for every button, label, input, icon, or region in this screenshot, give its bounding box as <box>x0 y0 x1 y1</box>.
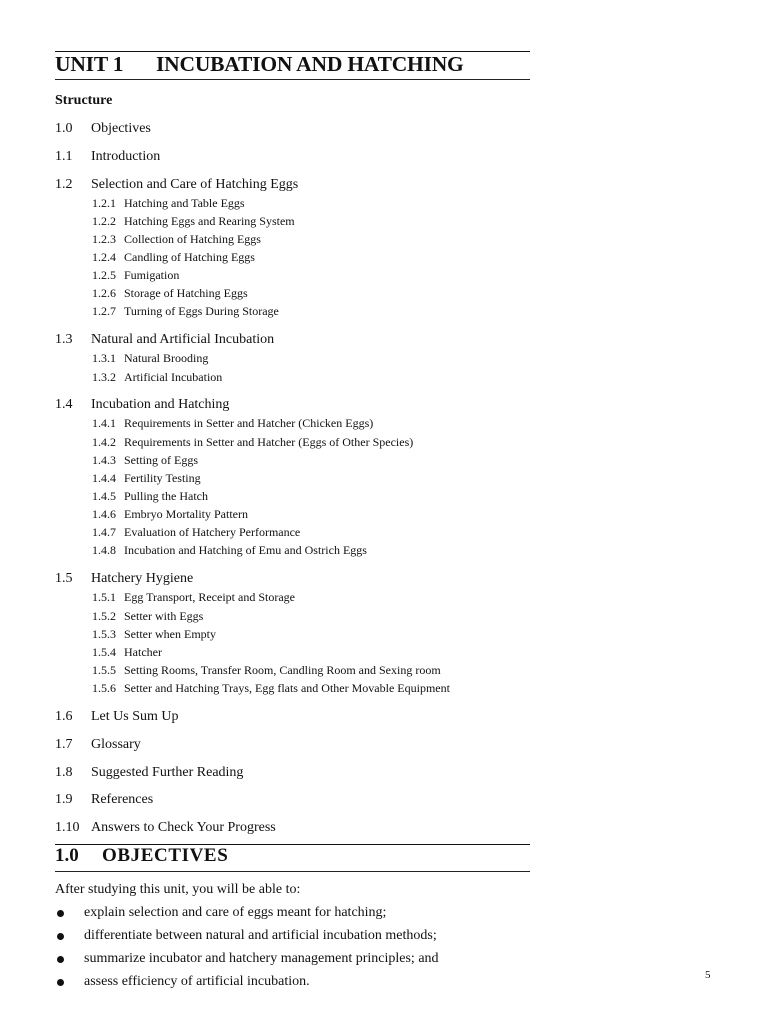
unit-title-underline <box>55 79 530 80</box>
toc-subsection-title: Artificial Incubation <box>124 369 223 384</box>
toc-subsection-number: 1.2.3 <box>92 231 116 246</box>
toc-subsection <box>55 453 525 471</box>
toc-section <box>55 763 525 783</box>
toc-subsection <box>55 370 525 388</box>
toc-subsection <box>55 627 525 645</box>
toc-section-title: Objectives <box>91 121 151 136</box>
toc-subsection <box>55 196 525 214</box>
toc-subsection <box>55 416 525 434</box>
toc-section <box>55 147 525 167</box>
toc-subsection <box>55 609 525 627</box>
toc-subsection-title: Egg Transport, Receipt and Storage <box>124 590 295 605</box>
toc-subsection <box>55 304 525 322</box>
toc-subsection-number: 1.2.2 <box>92 213 116 228</box>
toc-subsection <box>55 435 525 453</box>
toc-subsection-number: 1.4.1 <box>92 416 116 431</box>
objective-text: assess efficiency of artificial incubation. <box>84 974 310 989</box>
toc-subsection <box>55 507 525 525</box>
toc-subsection-title: Turning of Eggs During Storage <box>124 304 279 319</box>
toc-subsection <box>55 525 525 543</box>
toc-section-number: 1.4 <box>55 397 73 413</box>
toc-subsection-title: Evaluation of Hatchery Performance <box>124 525 301 540</box>
toc-subsection-number: 1.4.6 <box>92 507 116 522</box>
toc-section <box>55 818 525 838</box>
objectives-title: OBJECTIVES <box>102 845 229 866</box>
toc-subsection-number: 1.2.7 <box>92 304 116 319</box>
toc-subsection-title: Natural Brooding <box>124 351 209 366</box>
toc-subsection-title: Setting of Eggs <box>124 452 198 467</box>
toc-subsection-number: 1.5.6 <box>92 681 116 696</box>
objectives-underline <box>55 871 530 872</box>
toc-subsection-title: Storage of Hatching Eggs <box>124 286 248 301</box>
toc-subsection-number: 1.5.3 <box>92 626 116 641</box>
toc-subsection-number: 1.4.3 <box>92 452 116 467</box>
toc-subsection-title: Candling of Hatching Eggs <box>124 250 255 265</box>
toc-section-title: References <box>91 792 154 808</box>
toc-section <box>55 175 525 195</box>
toc-subsection-list <box>55 415 525 561</box>
toc-subsection-number: 1.4.2 <box>92 434 116 449</box>
toc-subsection-number: 1.2.5 <box>92 268 116 283</box>
toc-section-number: 1.7 <box>55 736 73 752</box>
toc-subsection-list <box>55 589 525 699</box>
toc-section-number: 1.9 <box>55 792 73 808</box>
toc-section-title: Let Us Sum Up <box>91 709 179 725</box>
toc-subsection-title: Requirements in Setter and Hatcher (Chicken Eggs) <box>124 416 374 431</box>
objectives-heading <box>55 845 229 867</box>
toc-subsection-title: Fumigation <box>124 268 180 283</box>
toc-subsection-number: 1.5.2 <box>92 608 116 623</box>
table-of-contents <box>55 119 525 838</box>
bullet-icon <box>57 910 64 917</box>
toc-section-number: 1.2 <box>55 176 73 192</box>
toc-section <box>55 790 525 810</box>
toc-subsection-title: Pulling the Hatch <box>124 489 208 504</box>
objective-text: explain selection and care of eggs meant for hatching; <box>84 905 387 920</box>
toc-section-title: Suggested Further Reading <box>91 764 244 780</box>
toc-section <box>55 735 525 755</box>
toc-section-number: 1.8 <box>55 764 73 780</box>
page-number: 5 <box>705 969 711 981</box>
objective-text: summarize incubator and hatchery management principles; and <box>84 951 439 966</box>
toc-section-number: 1.1 <box>55 148 73 164</box>
toc-section <box>55 119 525 139</box>
toc-section-title: Hatchery Hygiene <box>91 571 194 587</box>
toc-subsection-title: Embryo Mortality Pattern <box>124 507 248 522</box>
toc-subsection-title: Hatching and Table Eggs <box>124 195 245 210</box>
toc-subsection-title: Setting Rooms, Transfer Room, Candling Room and Sexing room <box>124 662 441 677</box>
toc-subsection <box>55 232 525 250</box>
toc-section-title: Answers to Check Your Progress <box>91 820 276 836</box>
toc-subsection <box>55 681 525 699</box>
toc-section-title: Natural and Artificial Incubation <box>91 332 275 348</box>
toc-subsection <box>55 250 525 268</box>
bullet-icon <box>57 933 64 940</box>
toc-subsection-number: 1.2.4 <box>92 250 116 265</box>
toc-subsection-title: Requirements in Setter and Hatcher (Eggs of Other Species) <box>124 434 414 449</box>
toc-subsection-title: Hatcher <box>124 644 162 659</box>
objectives-intro: After studying this unit, you will be able to: <box>55 882 301 897</box>
toc-subsection <box>55 268 525 286</box>
bullet-icon <box>57 979 64 986</box>
toc-section-title: Introduction <box>91 148 161 164</box>
toc-section <box>55 330 525 350</box>
toc-subsection-number: 1.4.8 <box>92 543 116 558</box>
toc-section-number: 1.3 <box>55 332 73 348</box>
toc-subsection-title: Setter when Empty <box>124 626 216 641</box>
toc-subsection-number: 1.4.4 <box>92 470 116 485</box>
toc-subsection-list <box>55 195 525 323</box>
structure-heading: Structure <box>55 93 113 108</box>
toc-subsection-number: 1.4.5 <box>92 489 116 504</box>
toc-subsection <box>55 489 525 507</box>
toc-subsection-list <box>55 350 525 387</box>
toc-subsection-number: 1.4.7 <box>92 525 116 540</box>
objective-text: differentiate between natural and artificial incubation methods; <box>84 928 437 943</box>
toc-section-number: 1.6 <box>55 709 73 725</box>
objectives-number: 1.0 <box>55 845 79 866</box>
toc-subsection-title: Setter with Eggs <box>124 608 204 623</box>
toc-section-title: Incubation and Hatching <box>91 397 230 413</box>
toc-subsection-title: Fertility Testing <box>124 470 201 485</box>
toc-subsection <box>55 471 525 489</box>
toc-subsection <box>55 590 525 608</box>
toc-section-title: Glossary <box>91 736 141 752</box>
toc-subsection-number: 1.2.6 <box>92 286 116 301</box>
toc-subsection-number: 1.5.1 <box>92 590 116 605</box>
toc-subsection-number: 1.3.2 <box>92 369 116 384</box>
unit-title <box>55 52 535 77</box>
toc-subsection-title: Hatching Eggs and Rearing System <box>124 213 295 228</box>
toc-subsection <box>55 214 525 232</box>
toc-section <box>55 707 525 727</box>
toc-section-number: 1.0 <box>55 121 73 136</box>
toc-subsection <box>55 645 525 663</box>
toc-subsection-title: Setter and Hatching Trays, Egg flats and Other Movable Equipment <box>124 681 450 696</box>
toc-section-title: Selection and Care of Hatching Eggs <box>91 176 299 192</box>
toc-section <box>55 569 525 589</box>
toc-subsection-number: 1.3.1 <box>92 351 116 366</box>
unit-name: INCUBATION AND HATCHING <box>156 52 464 76</box>
toc-subsection <box>55 286 525 304</box>
bullet-icon <box>57 956 64 963</box>
toc-subsection-title: Incubation and Hatching of Emu and Ostrich Eggs <box>124 543 367 558</box>
toc-section-number: 1.10 <box>55 820 80 836</box>
toc-section <box>55 395 525 415</box>
toc-subsection-title: Collection of Hatching Eggs <box>124 231 261 246</box>
toc-subsection-number: 1.5.5 <box>92 662 116 677</box>
toc-subsection <box>55 663 525 681</box>
toc-subsection-number: 1.2.1 <box>92 195 116 210</box>
toc-subsection-number: 1.5.4 <box>92 644 116 659</box>
toc-subsection <box>55 351 525 369</box>
unit-label: UNIT 1 <box>55 52 124 76</box>
toc-section-number: 1.5 <box>55 571 73 587</box>
toc-subsection <box>55 543 525 561</box>
